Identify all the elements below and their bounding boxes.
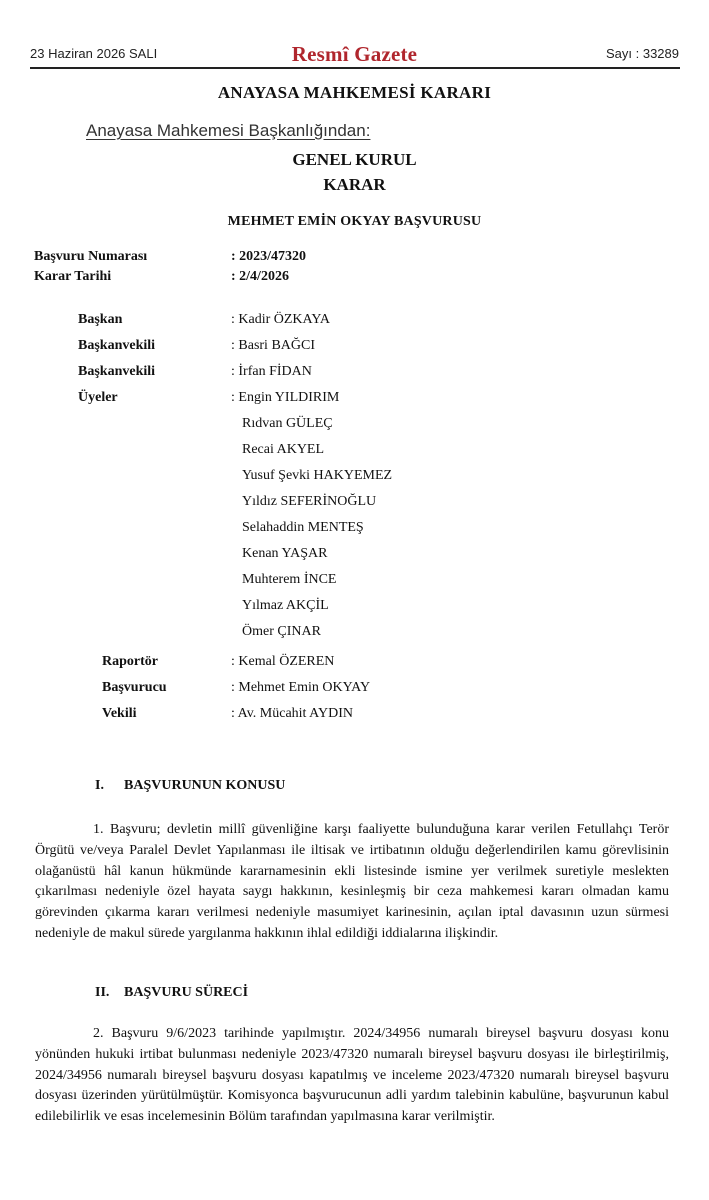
member-name: Ömer ÇINAR bbox=[242, 624, 321, 639]
panel-value: : Basri BAĞCI bbox=[231, 338, 315, 353]
section-number: I. bbox=[95, 778, 104, 793]
panel-label: Başkanvekili bbox=[78, 364, 156, 379]
paragraph-text: 1. Başvuru; devletin millî güvenliğine karşı faaliyette bulunduğuna karar verilen Fetullahçı Terör Örgütü ve/veya Paralel Devlet Yapılanması ile iltisak ve irtibatının olduğu değerlendirilen kamu görevlisinin olağanüstü hâl kanun hükmünde kararnamesinin ekli listesinde ismine yer verilmek suretiyle meslekten çıkarılması nedeniyle özel hayata saygı hakkının, kesinleşmiş bir ceza mahkemesi kararı olmadan kamu görevinden çıkarma kararı verilmesi nedeniyle masumiyet karinesinin, açılan iptal davasının uzun sürmesi nedeniyle de makul sürede yargılanma hakkının ihlal edildiği iddialarına ilişkindir. bbox=[35, 822, 669, 941]
section-number: II. bbox=[95, 985, 110, 1000]
section-paragraph bbox=[35, 1024, 669, 1128]
document-title: ANAYASA MAHKEMESİ KARARI bbox=[217, 83, 492, 102]
members-label: Üyeler bbox=[78, 390, 118, 405]
panel-label: Başkan bbox=[78, 312, 123, 327]
paragraph-text: 2. Başvuru 9/6/2023 tarihinde yapılmıştır. 2024/34956 numaralı bireysel başvuru dosyası konu yönünden hukuki irtibat bulunması nedeniyle 2023/47320 numaralı bireysel başvuru dosyası ile birleştirilmiş, 2024/34956 numaralı bireysel başvuru dosyası kapatılmış ve inceleme 2023/47320 numaralı bireysel başvuru dosyası üzerinden yürütülmüştür. Komisyonca başvurucunun adli yardım talebinin kabulüne, başvurunun kabul edilebilirlik ve esas incelemesinin Bölüm tarafından yapılmasına karar verilmiştir. bbox=[35, 1026, 669, 1125]
member-name: Yılmaz AKÇİL bbox=[242, 598, 329, 613]
presidency-line: Anayasa Mahkemesi Başkanlığından: bbox=[86, 121, 371, 140]
attorney-label: Vekili bbox=[102, 706, 137, 721]
board-title: GENEL KURUL bbox=[292, 150, 417, 169]
applicant-value: : Mehmet Emin OKYAY bbox=[231, 680, 371, 695]
member-name: Yıldız SEFERİNOĞLU bbox=[242, 494, 377, 509]
panel-value: : Kadir ÖZKAYA bbox=[231, 312, 331, 327]
member-name: Muhterem İNCE bbox=[242, 572, 337, 587]
section-heading: BAŞVURUNUN KONUSU bbox=[124, 778, 286, 793]
case-number-label: Başvuru Numarası bbox=[34, 249, 148, 264]
section-heading: BAŞVURU SÜRECİ bbox=[124, 985, 249, 1000]
case-title: MEHMET EMİN OKYAY BAŞVURUSU bbox=[227, 214, 482, 229]
member-name: Kenan YAŞAR bbox=[242, 546, 328, 561]
member-name: Recai AKYEL bbox=[242, 442, 325, 457]
member-name: Selahaddin MENTEŞ bbox=[242, 520, 364, 535]
header-rule bbox=[30, 67, 680, 69]
decision-title: KARAR bbox=[323, 175, 386, 194]
gazette-name: Resmî Gazete bbox=[291, 42, 418, 66]
section-paragraph bbox=[35, 820, 669, 945]
member-name: Yusuf Şevki HAKYEMEZ bbox=[242, 468, 393, 483]
gazette-issue: Sayı : 33289 bbox=[606, 46, 679, 61]
rapporteur-value: : Kemal ÖZEREN bbox=[231, 654, 335, 669]
member-name: Rıdvan GÜLEÇ bbox=[242, 416, 333, 431]
case-number-value: : 2023/47320 bbox=[231, 249, 307, 264]
gazette-date: 23 Haziran 2026 SALI bbox=[30, 46, 158, 61]
decision-date-value: : 2/4/2026 bbox=[231, 269, 289, 284]
decision-date-label: Karar Tarihi bbox=[34, 269, 112, 284]
panel-label: Başkanvekili bbox=[78, 338, 156, 353]
panel-value: : Engin YILDIRIM bbox=[231, 390, 340, 405]
rapporteur-label: Raportör bbox=[102, 654, 158, 669]
attorney-value: : Av. Mücahit AYDIN bbox=[231, 706, 353, 721]
panel-value: : İrfan FİDAN bbox=[231, 364, 312, 379]
applicant-label: Başvurucu bbox=[102, 680, 167, 695]
